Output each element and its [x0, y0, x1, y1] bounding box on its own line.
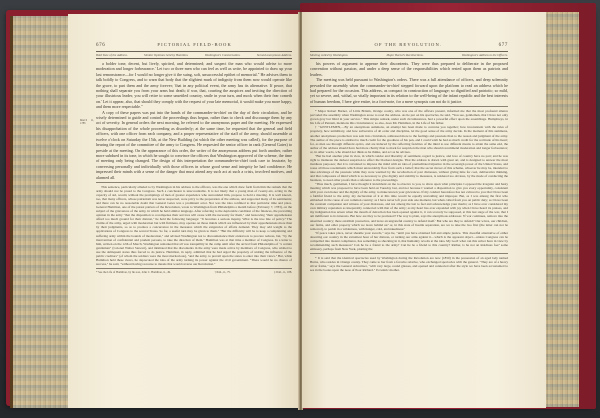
running-title: PICTORIAL FIELD-BOOK: [157, 42, 232, 47]
running-title: OF THE REVOLUTION.: [374, 42, 443, 47]
subhead: Second anonymous Address.: [256, 53, 292, 57]
left-subhead-row: [96, 51, 292, 59]
right-page: [302, 12, 546, 408]
subhead: Washington's Address to the Officers.: [461, 53, 508, 57]
right-body-text: [310, 61, 508, 104]
left-page: [68, 14, 300, 408]
footnote-paragraph: "Thus much, gentlemen, I have thought it incumbent on me to observe to you, to show upon what principles I opposed the irregular and hasty meeting which was proposed to have been held on Tuesday last, and not because I wanted a disposition to give you every opportunity, consistent with your own honor and the dignity of the army, to make known your grievances. If my conduct heretofore has not evinced to you that I have been a faithful friend to the army, my declaration of it at this time would be equally unavailing and improper. But, as I was among the first who embarked in the cause of our common country; as I have never left your side one moment, but when called from you on public duty; as I have been the constant companion and witness of your distresses, and not among the last to feel and acknowledge your merits; as I have ever considered my own military reputation as inseparably connected with that of the army; as my heart has ever expanded with joy when I have heard its praises, and my indignation has arisen when the mouth of detraction has been opened against it, it can scarcely be supposed, at this last stage of the war, that I am indifferent to its interests. But how are they to be promoted? The way is plain, says the anonymous addresser. 'If war continues, remove into the unsettled country; there establish yourselves, and leave an ungrateful country to defend itself.' But who are they to defend? Our wives, our children, our farms, and other property which we leave behind us? or, in this state of hostile separation, are we to take the two first (the latter can not be removed), to perish in a wilderness, with hunger, cold, and nakedness?: [310, 182, 508, 231]
footnote-divider: [96, 182, 292, 183]
footnote-paragraph: † "GENTLEMEN,—By an anonymous summons, an attempt has been made to convene you together; how inconsistent with the rules of propriety, how unmilitary, and how subversive of all order and discipline, let the good sense of the army decide. In the moment of this summons, another anonymous production was sent into circulation, addressed more to the feelings and passions than to the reason and judgment of the army. The author of the piece is entitled to much credit for the goodness of his pen, and I could wish he had as much credit for the rectitude of his heart; for, as men see through different optics, and are induced by the reflecting faculties of the mind to use different means to attain the same end, the author of the address should have had more charity than to mark for suspicion the man who should recommend moderation and longer forbearance; or, in other words, who should not think as he thinks, and act as he advises.: [310, 125, 508, 154]
right-page-content: [310, 42, 508, 272]
footnote-paragraph: "If peace takes place, never sheathe your swords," says he, "until you have obtained full and ample justice. This dreadful alternative of either deserting our country in the extremest hour of her distress, or turning our arms against it—which is the apparent object—unless Congress can be compelled into instant compliance, has something so shocking in it, that humanity revolts at the idea. My God! what can this writer have in view by recommending such measures? Can he be a friend to the army? Can he be a friend to this country? Rather, is he not an insidious foe? some emissary, perhaps from New York, plotting the: [310, 230, 508, 251]
footnote-paragraph: "But he had another plan in view, in which candor and liberality of sentiment, regard to justice, and love of country have no part; and he was right to insinuate the darkest suspicion to effect the blackest designs. That the address is drawn with great art, and is designed to answer the most insidious purposes; that it is calculated to impress the mind with an idea of premeditated injustice in the sovereign power of the United States, and rouse all those resentments which must unavoidably flow from such a belief; that the secret mover of this scheme, whoever he may be, intended to take advantage of the passions while they were warmed by the recollection of past distresses, without giving time for cool, deliberative thinking, and that composure of mind which is so necessary to give dignity and stability to measures, is rendered too obvious, by the mode of conducting the business, to need other proofs than a reference to the proceedings.: [310, 153, 508, 183]
subhead: Similar Opinions held by Hamilton.: [144, 53, 189, 57]
left-footnotes: [96, 185, 292, 266]
footnote-ref: ‡ Ibid., ii., 188.: [274, 269, 292, 274]
subhead: Bold Tone of the Address.: [96, 53, 128, 57]
subhead: Washington's Consternation.: [204, 53, 241, 57]
subhead: Major Burnet's Recollections.: [386, 53, 424, 57]
marbled-page-edge-right: [545, 12, 579, 407]
paragraph: his powers of argument to appease their discontents. They were thus prepared to deliberate in the proposed convention without passion, and under a deep sense of the responsibilities which rested upon them as patriots and leaders.: [310, 61, 508, 77]
marbled-page-edge-left: [10, 16, 68, 408]
footnote-ref: * See the Life of Hamilton, by his son, John C. Hamilton, ii., 49.: [96, 269, 171, 274]
page-number: 676: [96, 43, 106, 48]
margin-note: March 11, 1783.: [80, 119, 94, 126]
right-bottom-footnote: [310, 256, 508, 272]
left-running-head: [96, 42, 292, 51]
right-subhead-row: [310, 51, 508, 59]
footnote-divider: [310, 253, 508, 254]
left-bottom-footnotes: [96, 268, 292, 274]
footnote-paragraph: * It is said that the identical spectacles used by Washington during the Revolution are now (1850) in the possession of an aged lady named Burns, who resides in Orange county. They came to her from a favorite relative, who exchanged spectacles with the general. "They are of a heavy silver frame," says the General Advertiser, "with very large, round glasses, and opened and connected after the style we have been accustomed to see in the books upon the nose of Poor Richard." Eccentric mother.: [310, 255, 508, 273]
left-body-text: [80, 61, 292, 180]
right-footnotes: [310, 109, 508, 251]
footnote-paragraph: * Major Robert Burnet, of Little Britain, Orange county, who was one of the officers present, informed me that the most profound silence pervaded the assembly when Washington arose to read the address. As he put on his spectacles, he said, "You see, gentlemen, that I have not only grown gray but blind in your service." This simple remark, under such circumstances, had a powerful effect upon the assemblage. Humphreys, in his Life of Putnam, mentions this circumstance; so also, does Mr. Hamilton, in the Life of his father.: [310, 109, 508, 126]
paragraph: a bolder tone, decent, but lively, spirited, and determined; and suspect the man who would advise to more moderation and longer forbearance.' Let two or three men who can feel as well as write, be appointed to draw up your last remonstrance—for I would no longer give it the suing, soft, unsuccessful epithet of memorial." He advises them to talk boldly to Congress, and to warn that body that the slightest mark of indignity from them now would operate like the grave, to part them and the army forever; 'that in any political event, the army has its alternative. If peace, that nothing shall separate you from your arms but death; if war, that, courting the auspices and inviting the direction of your illustrious leader, you will retire to some unsettled country, smile in your turn, and mock when their fear cometh on.' Let it appear, also, that should they comply with the request of your late memorial, it would make you more happy, and them more respectable.": [96, 61, 292, 110]
paragraph: A copy of these papers was put into the hands of the commander-in-chief on the day of their circulation, and he wisely determined to guide and control the proceedings thus begun, rather than to check and discourage them by any act of severity. In general orders the next morning, he referred to the anonymous paper and the meeting. He expressed his disapprobation of the whole proceeding as disorderly; at the same time, he requested that the general and field officers, with one officer from each company, and a proper representative of the staff of the army, should assemble at twelve o'clock on Saturday the 15th, at the New Building (at which the other meeting was called), for the purpose of hearing the report of the committee of the army to Congress. He requested the senior officer in rank (General Gates) to preside at the meeting. On the appearance of this order, the writer of the anonymous address put forth another, rather more subdued in its tone, in which he sought to convince the officers that Washington approved of the scheme, the time of meeting only being changed. The design of this interpretation the commander-in-chief took care to frustrate, by conversing personally and individually with those officers in whose good sense and integrity he had confidence. He impressed their minds with a sense of the danger that must attend any such act at such a crisis, involved motives, and alarmed all.: [96, 109, 292, 180]
footnote-paragraph: This sentence, particularly alluded to by Washington in his address to the officers, was the one which drew forth from him the remark that the army should not be proud to the Congress. Such a conclusion is unaccountable. It is not likely that a young man of twenty-six, acting in the capacity of aid, would, without the promptings of men of greater experience who surrounded him, propose to hold a meeting. It is well known, too, that many officers, whose patriotism was never suspected, were privy to the preparation of the address, and supported many of its sentiments; and there can be no reasonable doubt that General Gates was a prominent actor. Nor was the idea confined to that particular time and place. General Hamilton, one of the purest patriots of the Revolution, wrote to Washington from Philadelphia a month before (February 7, 1783), on the subject of the grievances of the army, in which he held similar language. After referring to the deplorable condition of the finances, the prevailing opinion in the army "that the disposition to recompense their services will cease with the necessity for them," and bestowing "their apprehension afford too much ground for their distrust," he held the following language: "It becomes a serious inquiry, What is the true line of policy? The claims of the army, urged with moderation but with firmness, may operate on those minds which are influenced by their apprehensions more than by their judgments, so as to produce a concurrence in the measures which the exigencies of affairs demand. They may add weight to the applications of Congress to the several States. So far, a useful turn may be given to them." "But the difficulty will be to keep a complaining and suffering army within the bounds of moderation," and advised Washington not to discountenance their endeavors to procure redress, but, "by the intervention of confidential and prudent persons, to take the direction of them." Hamilton was at that time a member of Congress. In a letter to him, written on the 12th of March, Washington remarked that all was tranquillity in the camp until after the arrival from Philadelphia of "a certain gentleman" (Colonel Walter Stewart), and intimated that the discontents in the army were made active by members of Congress, who wished to use the delinquent states thus forced to do justice. Hamilton, in reply, admitted that he had urged the propriety of uniting the influence of the public creditors" (of whom the soldiers were the most meritorious), "and the army, to prevail upon the states to enter into their views." But, while Hamilton held these views, he deprecated the idea of the army turning its power against the civil government. "There would be no chance of success," he said, "without having recourse to means that would reverse our Revolution.": [96, 184, 292, 266]
paragraph: The meeting was held pursuant to Washington's orders. There was a full attendance of officers, and deep solemnity pervaded the assembly when the commander-in-chief stepped forward upon the platform to read an address which he had prepared for the occasion. This address, as compact in construction of language; so dignified and patriotic; so mild, yet so severe, and, withal, so vitally important in its relation to the well-being of the infant republic and the best interests of human freedom, I here give entire, in a foot-note, for a mere synopsis can not do it justice.: [310, 77, 508, 104]
footnote-divider: [310, 106, 508, 107]
subhead: Meeting called by Washington.: [310, 53, 349, 57]
page-number: 677: [498, 43, 508, 48]
footnote-ref: † Ibid., ii., 75.: [214, 269, 231, 274]
right-running-head: [310, 42, 508, 51]
left-page-content: [80, 42, 292, 274]
